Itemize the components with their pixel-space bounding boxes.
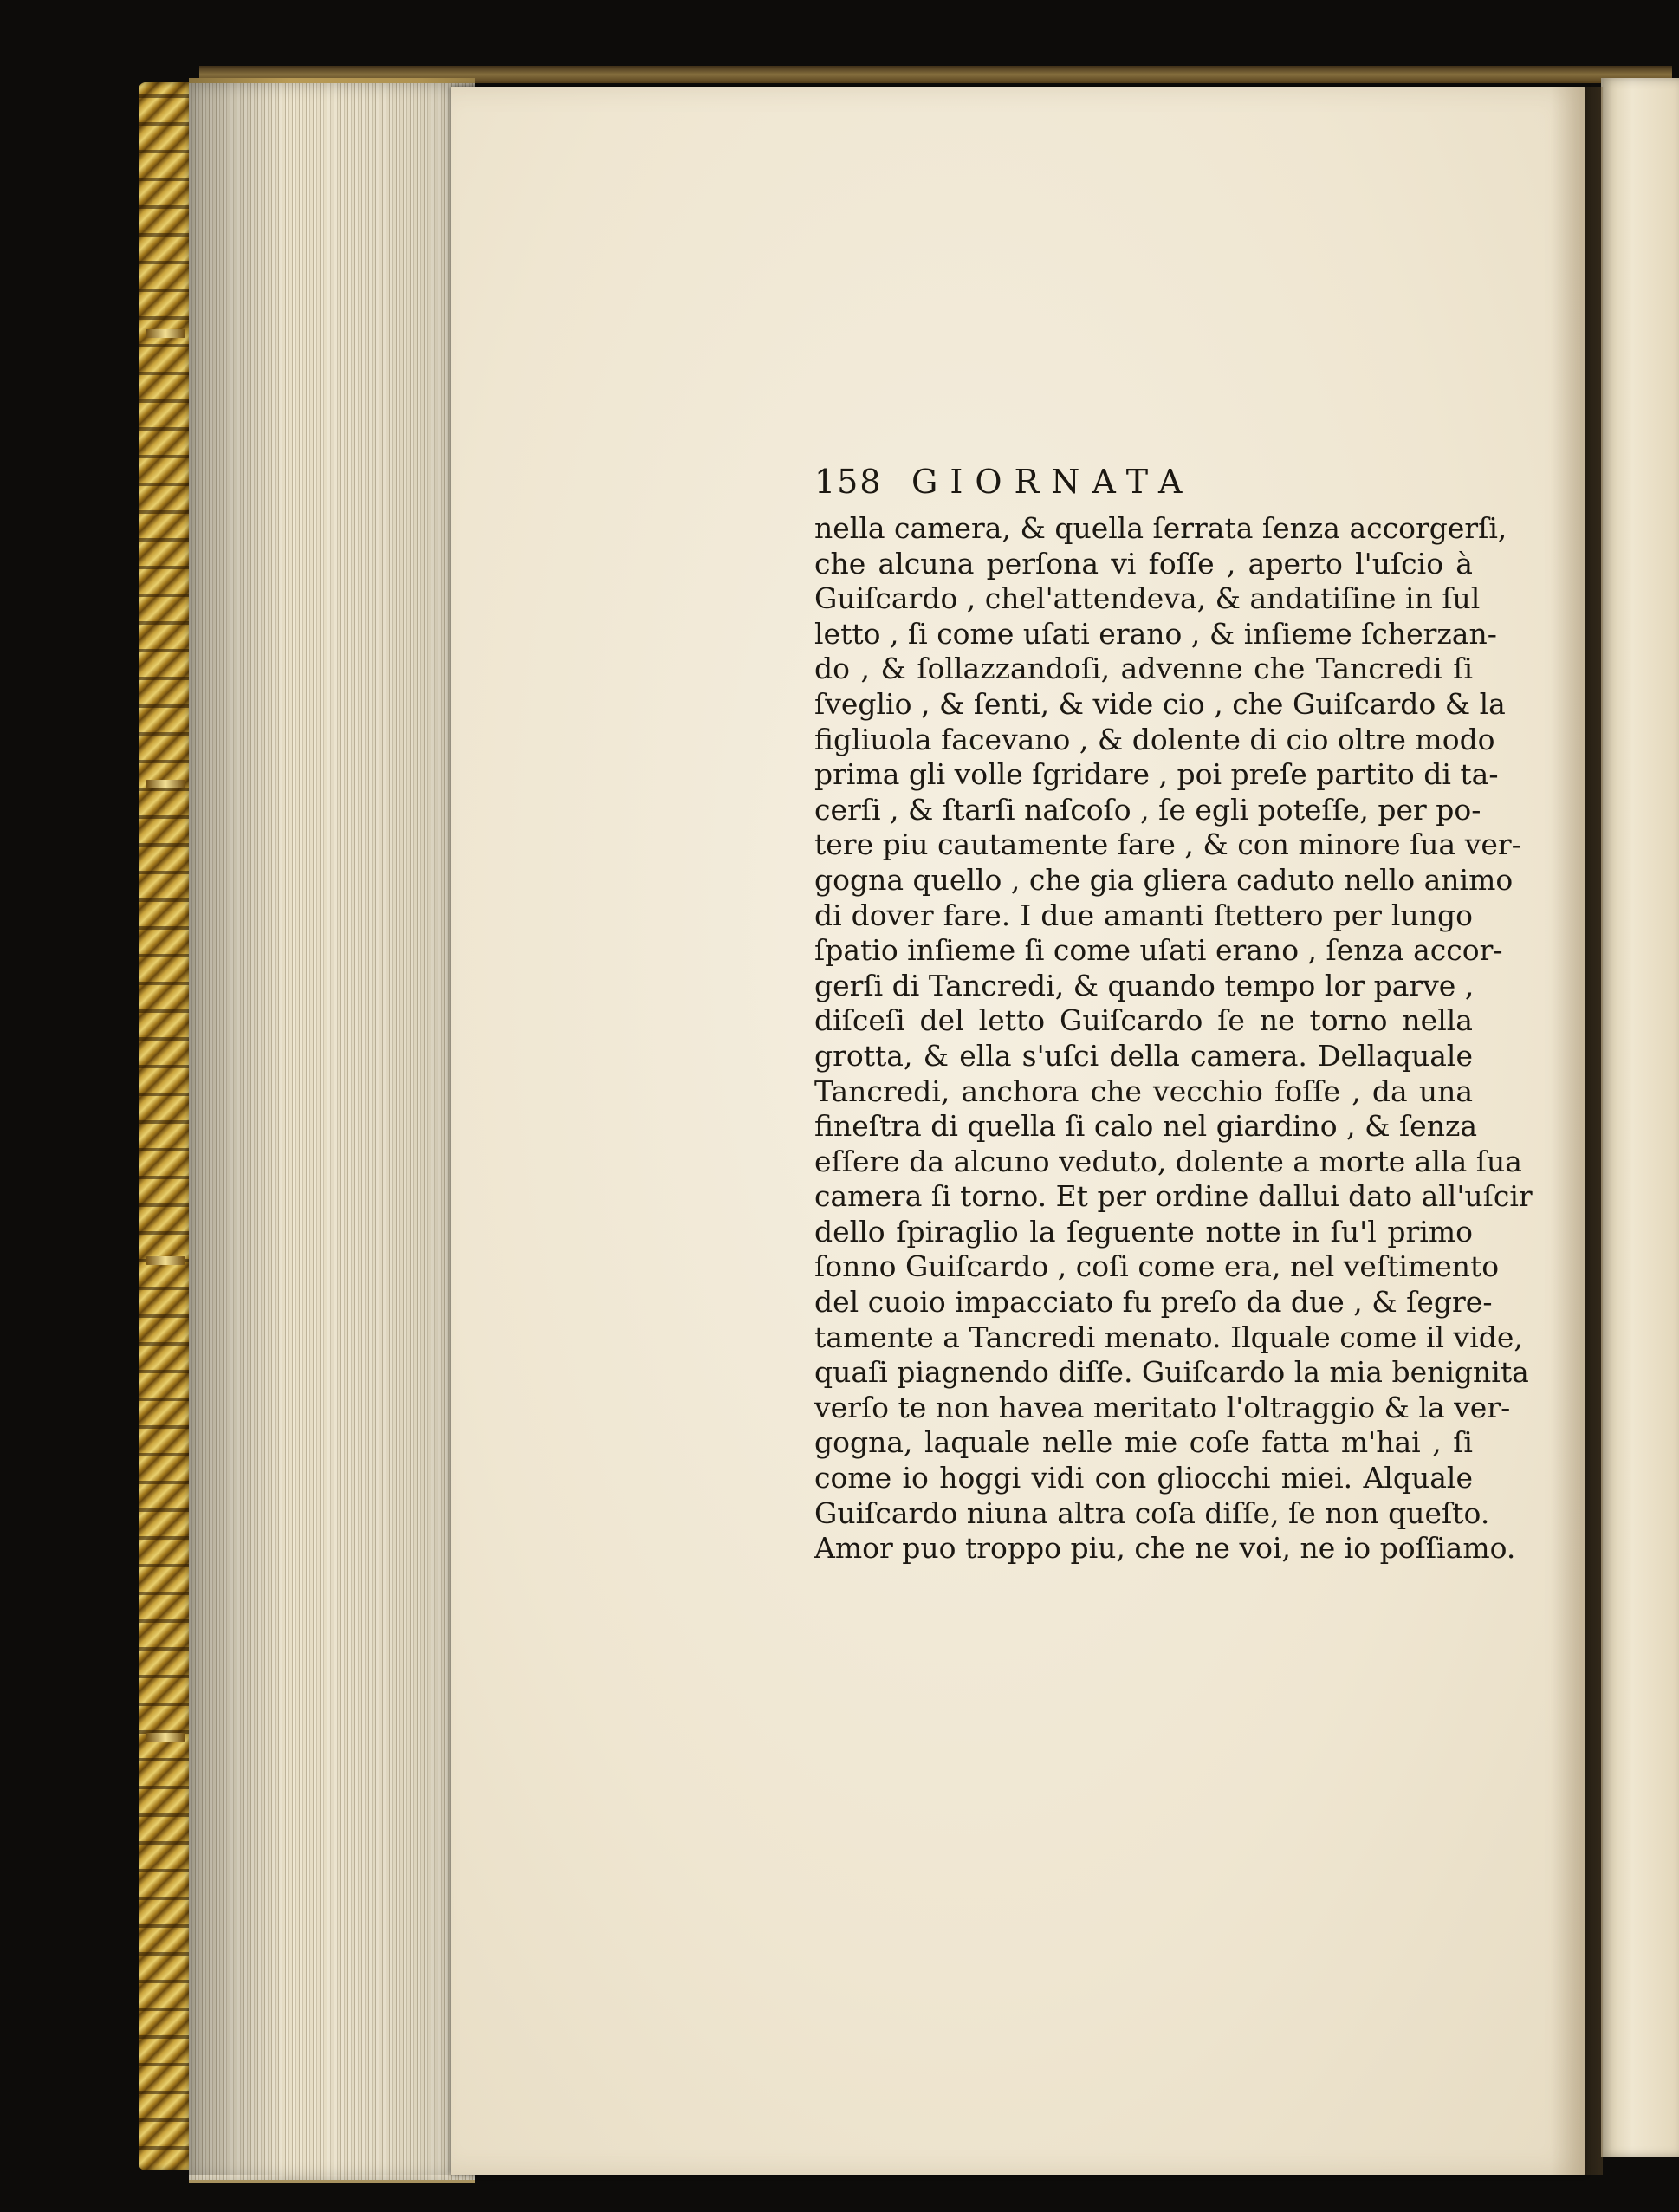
text-line: Guiſcardo , chel'attendeva, & andatiſine in ſul [814,581,1481,616]
page-gutter-shadow [1551,87,1603,2175]
text-line: Guiſcardo niuna altra coſa diſſe, ſe non queſto. [814,1495,1490,1530]
spine-band [146,1733,185,1742]
text-line: verſo te non havea meritato l'oltraggio & la ver- [814,1390,1511,1424]
text-line: gerſi di Tancredi, & quando tempo lor parve , [814,968,1475,1002]
page-block-shade [189,78,475,2175]
text-line: grotta, & ella s'uſci della camera. Dellaquale [814,1038,1473,1073]
text-block [814,457,1533,1567]
text-line: eſſere da alcuno veduto, dolente a morte alla ſua [814,1144,1522,1178]
text-line: letto , ſi come uſati erano , & inſieme ſcherzan- [814,616,1497,651]
text-line: ſveglio , & ſenti, & vide cio , che Guiſcardo & la [814,686,1506,721]
text-line: prima gli volle ſgridare , poi preſe partito di ta- [814,757,1499,792]
text-line: Amor puo troppo piu, che ne voi, ne io poſſiamo. [814,1531,1516,1566]
text-line: fineſtra di quella ſi calo nel giardino , & ſenza [814,1109,1478,1144]
spine-band [146,780,185,788]
text-line: nella camera, & quella ſerrata ſenza accorgerſi, [814,511,1507,545]
text-line: diſceſi del letto Guiſcardo ſe ne torno nella [814,1003,1473,1038]
text-line: che alcuna perſona vi foſſe , aperto l'uſcio à [814,546,1473,581]
text-line: camera ſi torno. Et per ordine dallui dato all'uſcir [814,1179,1533,1214]
running-head: GIORNATA [911,463,1195,501]
text-line: quaſi piagnendo diſſe. Guiſcardo la mia benignita [814,1355,1529,1390]
text-line: gogna quello , che gia gliera caduto nello animo [814,862,1514,897]
text-line: Tancredi, anchora che vecchio foſſe , da una [814,1074,1473,1108]
page-header [814,457,1473,509]
text-line: tamente a Tancredi menato. Ilquale come il vide, [814,1320,1523,1354]
text-line: tere piu cautamente fare , & con minore ſua ver- [814,827,1521,862]
text-line: come io hoggi vidi con gliocchi miei. Alquale [814,1461,1473,1495]
text-line: di dover fare. I due amanti ſtettero per lungo [814,898,1473,932]
text-line: ſpatio inſieme ſi come uſati erano , ſenza accor- [814,933,1503,968]
text-line: ſonno Guiſcardo , coſi come era, nel veſtimento [814,1249,1500,1284]
body-text [814,511,1533,1567]
text-line: del cuoio impacciato fu preſo da due , & ſegre- [814,1285,1493,1320]
text-line: do , & ſollazzandoſi, advenne che Tancredi ſi [814,652,1473,686]
text-line: cerſi , & ſtarſi naſcoſo , ſe egli poteſſe, per po- [814,792,1481,827]
spine-band [146,329,185,338]
text-line: figliuola facevano , & dolente di cio oltre modo [814,722,1495,756]
page-number: 158 [814,463,883,501]
text-line: gogna, laquale nelle mie coſe fatta m'hai , ſi [814,1425,1473,1460]
facing-page-edge [1601,78,1679,2157]
text-line: dello ſpiraglio la ſeguente notte in ſu'l primo [814,1214,1473,1249]
spine-band [146,1256,185,1265]
gilt-spine [139,82,192,2170]
